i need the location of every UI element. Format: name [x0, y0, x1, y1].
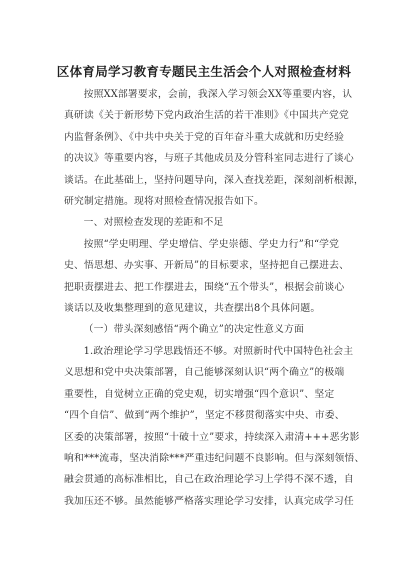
subsection-heading: （一）带头深刻感悟“两个确立”的决定性意义方面: [83, 324, 304, 336]
text-line: 把职责摆进去、把工作摆进去，围绕“五个带头”，根据会前谈心: [64, 281, 345, 293]
text-line: “四个自信”、做到“两个维护”，坚定不移贯彻落实中央、市委、: [64, 410, 345, 422]
text-line: 的决议》等重要内容，与班子其他成员及分管科室同志进行了谈心: [64, 153, 354, 165]
text-line: 按照XX部署要求，会前，我深入学习领会XX等重要内容，认: [83, 89, 353, 100]
text-line: 义思想和党中央决策部署，自己能够深刻认识“两个确立”的极端: [64, 367, 345, 379]
text-line: 响和***流毒，坚决消除***严重违纪问题不良影响。但与深刻领悟、: [64, 452, 365, 464]
point1-paragraph: [64, 341, 365, 512]
text-line: 史、悟思想、办实事、开新局”的目标要求，坚持把自己摆进去、: [64, 260, 350, 272]
text-line: 区委的决策部署，按照“十破十立”要求，持续深入肃清+++恶劣影: [64, 431, 360, 443]
text-line: 重要性，自觉树立正确的党史观，切实增强“四个意识”、坚定: [64, 388, 335, 400]
document-title: 区体育局学习教育专题民主生活会个人对照检查材料: [56, 64, 352, 79]
text-line: 我加压还不够。虽然能够严格落实理论学习安排，认真完成学习任: [64, 495, 354, 507]
document-body: [64, 84, 365, 512]
text-line: 研究制定措施。现将对照检查情况报告如下。: [64, 196, 264, 208]
intro-paragraph: [64, 84, 364, 212]
section-heading: 一、对照检查发现的差距和不足: [83, 217, 224, 229]
text-line: 内监督条例》、《中共中央关于党的百年奋斗重大成就和历史经验: [64, 131, 345, 143]
text-line: 1.政治理论学习学思践悟还不够。对照新时代中国特色社会主: [83, 345, 354, 357]
text-line: 融会贯通的高标准相比，自己在政治理论学习上学得不深不透，自: [64, 474, 354, 486]
section1-paragraph: [64, 234, 360, 320]
text-line: 谈话。在此基础上，坚持问题导向，深入查找差距，深刻剖析根源，: [64, 174, 364, 186]
text-line: 谈话以及收集整理到的意见建议，共查摆出8个具体问题。: [64, 303, 321, 315]
text-line: 真研读《关于新形势下党内政治生活的若干准则》《中国共产党党: [64, 110, 350, 122]
text-line: 按照“学史明理、学史增信、学史崇德、学史力行”和“学党: [83, 238, 340, 250]
